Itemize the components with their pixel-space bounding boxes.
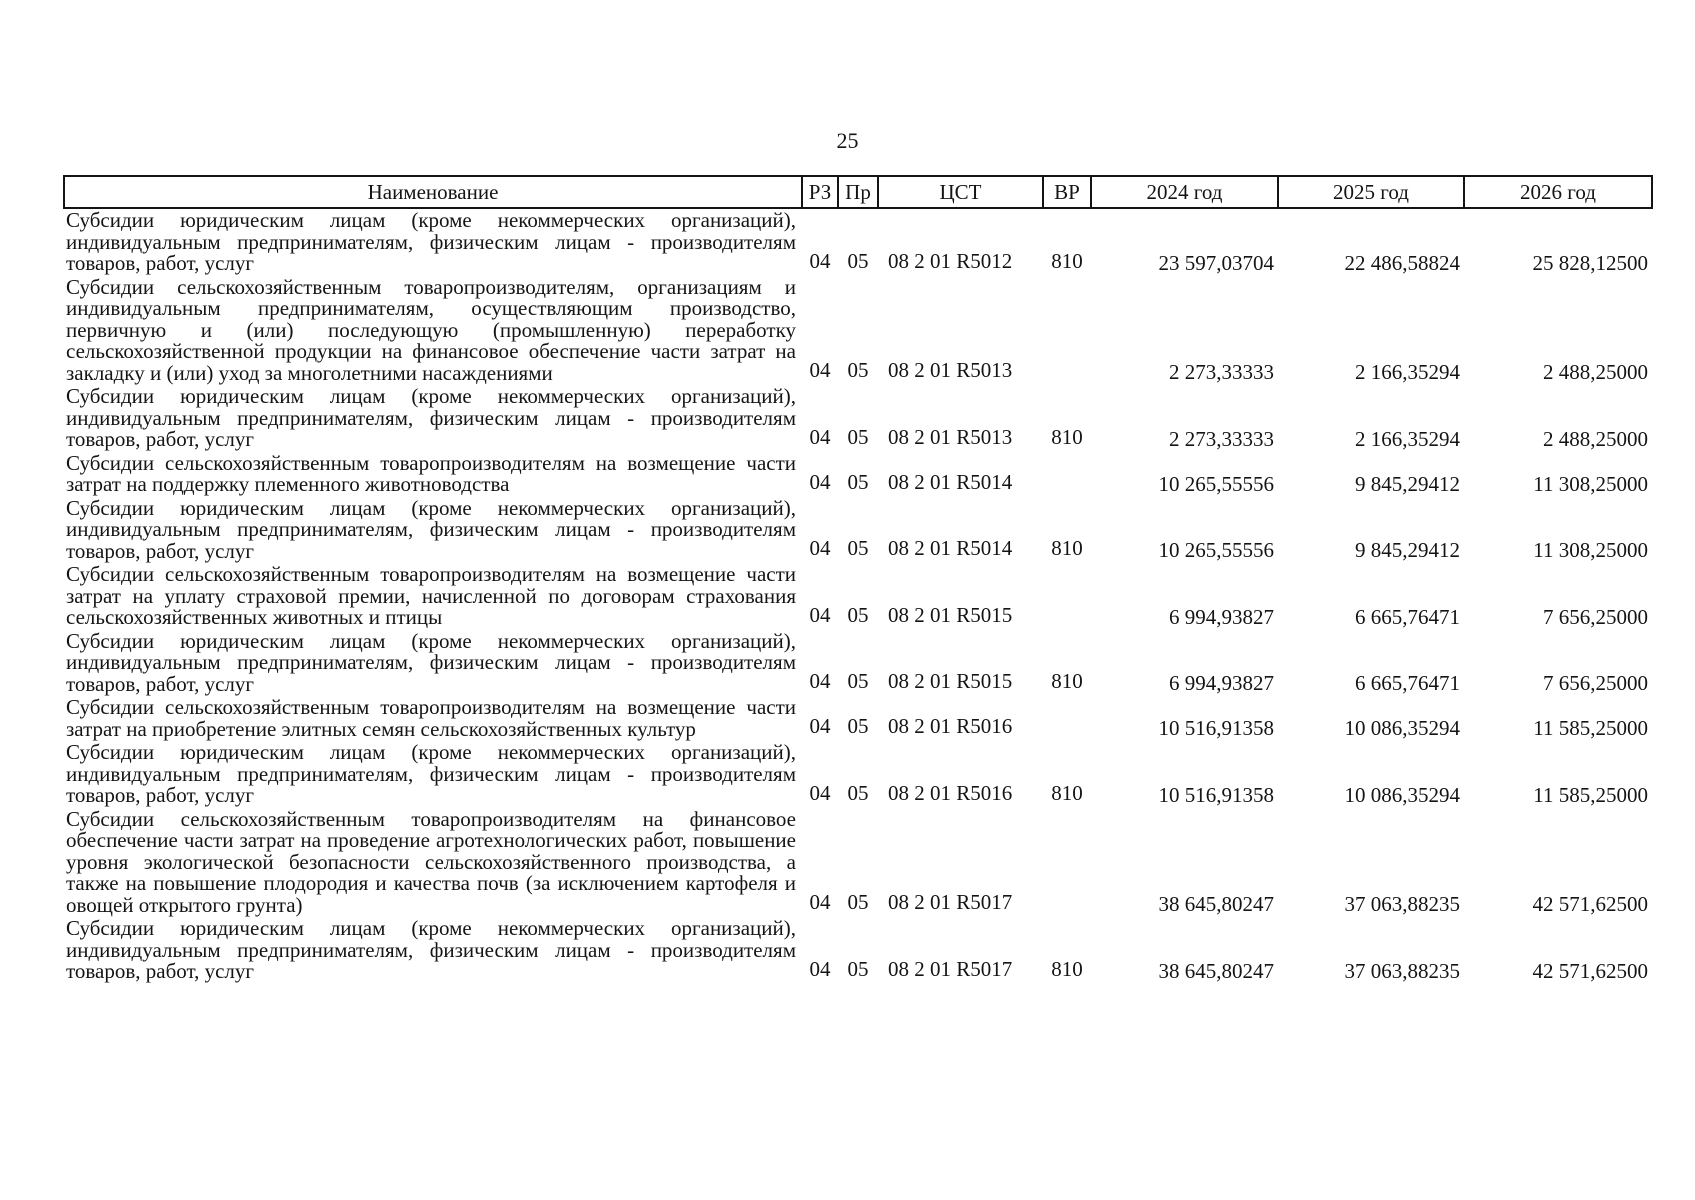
row-pr: 05 [847, 248, 869, 273]
table-row [64, 630, 1652, 697]
row-name: Субсидии сельскохозяйственным товаропроизводителям на возмещение части затрат на приобретение элитных семян сельскохозяйственных культур [66, 695, 796, 741]
table-row [64, 563, 1652, 630]
row-2024: 23 597,03704 [1158, 250, 1274, 275]
table-row [64, 696, 1652, 741]
row-pr: 05 [847, 358, 869, 382]
row-cst: 08 2 01 R5017 [888, 956, 1013, 981]
row-2024: 2 273,33333 [1169, 360, 1274, 384]
row-2026: 2 488,25000 [1543, 426, 1648, 451]
row-rz: 04 [809, 248, 831, 273]
row-2025: 37 063,88235 [1344, 958, 1460, 983]
header-name: Наименование [64, 176, 802, 208]
row-pr: 05 [847, 536, 869, 560]
table-row [64, 808, 1652, 918]
row-2026: 25 828,12500 [1532, 250, 1648, 275]
row-rz: 04 [809, 536, 831, 560]
row-vr: 810 [1051, 424, 1083, 449]
row-vr [1043, 276, 1091, 386]
header-2025: 2025 год [1278, 176, 1464, 208]
row-2025: 6 665,76471 [1355, 671, 1460, 695]
row-rz: 04 [809, 469, 831, 494]
row-2025: 22 486,58824 [1344, 250, 1460, 275]
row-2025: 2 166,35294 [1355, 360, 1460, 384]
row-cst: 08 2 01 R5017 [888, 890, 1013, 914]
row-rz: 04 [809, 424, 831, 449]
row-2026: 42 571,62500 [1532, 958, 1648, 983]
row-2025: 37 063,88235 [1344, 892, 1460, 916]
row-cst: 08 2 01 R5013 [888, 358, 1013, 382]
row-2025: 9 845,29412 [1355, 471, 1460, 496]
row-rz: 04 [809, 890, 831, 914]
row-cst: 08 2 01 R5014 [888, 469, 1013, 494]
table-row [64, 741, 1652, 808]
row-name: Субсидии юридическим лицам (кроме некоммерческих организаций), индивидуальным предпринимателям, физическим лицам - производителям товаров, работ, услуг [66, 916, 796, 983]
row-2026: 2 488,25000 [1543, 360, 1648, 384]
row-name: Субсидии сельскохозяйственным товаропроизводителям, организациям и индивидуальным предпринимателям, осуществляющим производство, первичную и (или) последующую (промышленную) переработку сельскохозяйственной продукции на финансовое обеспечение части затрат на закладку и (или) уход за многолетними насаждениями [66, 274, 796, 385]
row-vr: 810 [1051, 536, 1083, 560]
row-vr: 810 [1051, 248, 1083, 273]
row-2026: 11 308,25000 [1533, 471, 1648, 496]
row-cst: 08 2 01 R5015 [888, 669, 1013, 693]
row-pr: 05 [847, 780, 869, 805]
row-name: Субсидии сельскохозяйственным товаропроизводителям на финансовое обеспечение части затрат на проведение агротехнологических работ, повышение уровня экологической безопасности сельскохозяйственного производства, а также на повышение плодородия и качества почв (за исключением картофеля и овощей открытого грунта) [66, 806, 796, 917]
row-cst: 08 2 01 R5012 [888, 248, 1013, 273]
header-2024: 2024 год [1091, 176, 1278, 208]
row-pr: 05 [847, 669, 869, 693]
header-2026: 2026 год [1464, 176, 1652, 208]
table-row [64, 497, 1652, 564]
budget-table [63, 175, 1653, 984]
row-vr [1043, 808, 1091, 918]
header-vr: ВР [1043, 176, 1091, 208]
row-2025: 2 166,35294 [1355, 426, 1460, 451]
row-2024: 38 645,80247 [1158, 892, 1274, 916]
row-vr: 810 [1051, 780, 1083, 805]
row-cst: 08 2 01 R5015 [888, 602, 1013, 627]
row-pr: 05 [847, 890, 869, 914]
row-name: Субсидии юридическим лицам (кроме некоммерческих организаций), индивидуальным предпринимателям, физическим лицам - производителям товаров, работ, услуг [66, 495, 796, 563]
row-2025: 9 845,29412 [1355, 538, 1460, 562]
row-rz: 04 [809, 780, 831, 805]
row-2024: 10 516,91358 [1158, 782, 1274, 807]
header-rz: РЗ [802, 176, 838, 208]
row-vr: 810 [1051, 669, 1083, 693]
row-2026: 42 571,62500 [1532, 892, 1648, 916]
row-cst: 08 2 01 R5016 [888, 780, 1013, 805]
row-rz: 04 [809, 669, 831, 693]
table-row [64, 917, 1652, 984]
table-row [64, 208, 1652, 276]
row-cst: 08 2 01 R5016 [888, 714, 1013, 738]
row-cst: 08 2 01 R5014 [888, 536, 1013, 560]
row-pr: 05 [847, 956, 869, 981]
row-cst: 08 2 01 R5013 [888, 424, 1013, 449]
row-2024: 10 265,55556 [1158, 538, 1274, 562]
row-2026: 11 585,25000 [1533, 782, 1648, 807]
table-header [64, 176, 1652, 208]
row-name: Субсидии юридическим лицам (кроме некоммерческих организаций), индивидуальным предпринимателям, физическим лицам - производителям товаров, работ, услуг [66, 740, 796, 807]
row-2024: 38 645,80247 [1158, 958, 1274, 983]
row-pr: 05 [847, 469, 869, 494]
row-pr: 05 [847, 714, 869, 738]
table-row [64, 452, 1652, 497]
row-2026: 11 308,25000 [1533, 538, 1648, 562]
row-rz: 04 [809, 714, 831, 738]
row-pr: 05 [847, 602, 869, 627]
page-number: 25 [836, 128, 859, 153]
row-name: Субсидии юридическим лицам (кроме некоммерческих организаций), индивидуальным предпринимателям, физическим лицам - производителям товаров, работ, услуг [66, 208, 796, 275]
row-vr [1043, 696, 1091, 741]
row-2024: 2 273,33333 [1169, 426, 1274, 451]
table-row [64, 385, 1652, 452]
row-rz: 04 [809, 956, 831, 981]
row-2026: 11 585,25000 [1533, 716, 1648, 740]
row-2025: 6 665,76471 [1355, 604, 1460, 629]
row-name: Субсидии юридическим лицам (кроме некоммерческих организаций), индивидуальным предпринимателям, физическим лицам - производителям товаров, работ, услуг [66, 628, 796, 696]
row-pr: 05 [847, 424, 869, 449]
row-name: Субсидии сельскохозяйственным товаропроизводителям на возмещение части затрат на поддержку племенного животноводства [66, 450, 796, 496]
row-2024: 10 516,91358 [1158, 716, 1274, 740]
row-2024: 6 994,93827 [1169, 671, 1274, 695]
row-name: Субсидии сельскохозяйственным товаропроизводителям на возмещение части затрат на уплату страховой премии, начисленной по договорам страхования сельскохозяйственных животных и птицы [66, 562, 796, 629]
row-2024: 6 994,93827 [1169, 604, 1274, 629]
row-2024: 10 265,55556 [1158, 471, 1274, 496]
row-vr [1043, 452, 1091, 497]
header-cst: ЦСТ [878, 176, 1043, 208]
header-pr: Пр [838, 176, 878, 208]
row-vr [1043, 563, 1091, 630]
row-vr: 810 [1051, 956, 1083, 981]
row-rz: 04 [809, 602, 831, 627]
row-2026: 7 656,25000 [1543, 671, 1648, 695]
row-2025: 10 086,35294 [1344, 716, 1460, 740]
row-rz: 04 [809, 358, 831, 382]
row-2025: 10 086,35294 [1344, 782, 1460, 807]
row-name: Субсидии юридическим лицам (кроме некоммерческих организаций), индивидуальным предпринимателям, физическим лицам - производителям товаров, работ, услуг [66, 384, 796, 451]
table-row [64, 276, 1652, 386]
row-2026: 7 656,25000 [1543, 604, 1648, 629]
